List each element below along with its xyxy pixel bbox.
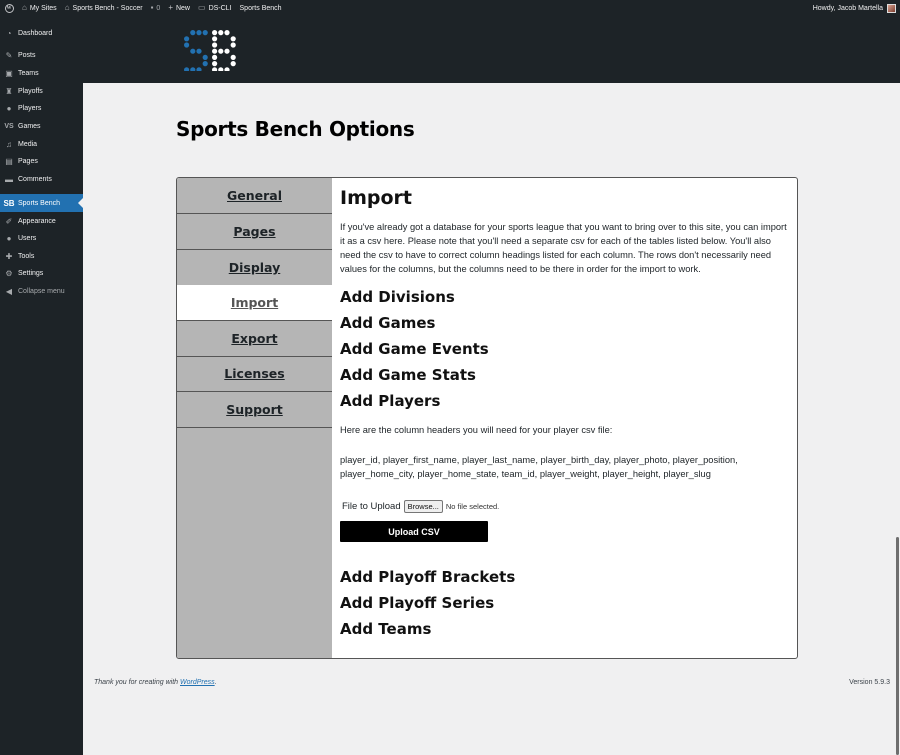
logo-dot: [196, 67, 201, 71]
logo-dot: [196, 30, 201, 35]
import-description: If you've already got a database for your sports league that you want to bring over to this site, you can import it as a csv here. Please note that you'll need a separate csv for each of the tables listed below. You'll also need the csv to have to correct column headings listed for each column. The rows don't necessarily need values for the columns, but the columns need to be there in order for the import to work.: [340, 222, 787, 275]
options-tabs: [177, 178, 332, 658]
my-account-link[interactable]: Howdy, Jacob Martella: [809, 0, 900, 16]
logo-dot: [203, 30, 208, 35]
vs-icon: VS: [4, 122, 14, 130]
add-playoff-series-heading: Add Playoff Series: [340, 594, 495, 612]
logo-dot: [231, 42, 236, 47]
sidebar-item-appearance[interactable]: ✐ Appearance: [0, 212, 83, 230]
add-games-heading: Add Games: [340, 314, 436, 332]
comment-icon: ▬: [5, 174, 13, 184]
sidebar-item-media[interactable]: ♫ Media: [0, 135, 83, 153]
collapse-menu-button[interactable]: ◀ Collapse menu: [0, 282, 83, 300]
logo-dot: [184, 42, 189, 47]
collapse-icon: ◀: [5, 286, 13, 296]
upload-csv-button[interactable]: Upload CSV: [340, 521, 488, 542]
home-icon: ⌂: [64, 3, 70, 12]
sports-bench-logo: [183, 27, 239, 71]
plugin-header: [83, 16, 900, 83]
trophy-icon: ♜: [5, 86, 13, 96]
logo-dot: [212, 67, 217, 71]
add-game-events-heading: Add Game Events: [340, 340, 489, 358]
tab-display[interactable]: Display: [177, 250, 332, 286]
sidebar-item-playoffs[interactable]: ♜ Playoffs: [0, 82, 83, 100]
logo-dot: [231, 61, 236, 66]
sidebar-item-players[interactable]: ● Players: [0, 99, 83, 117]
footer-version: Version 5.9.3: [849, 679, 890, 686]
sidebar-item-teams[interactable]: ▣ Teams: [0, 64, 83, 82]
avatar: [887, 4, 896, 13]
tab-licenses[interactable]: Licenses: [177, 356, 332, 392]
pages-icon: ▤: [5, 156, 13, 166]
admin-sidebar: [0, 16, 83, 755]
brush-icon: ✐: [5, 216, 13, 226]
logo-dot: [212, 61, 217, 66]
tab-general[interactable]: General: [177, 178, 332, 214]
ds-cli-link[interactable]: ▭ DS-CLI: [198, 3, 232, 12]
media-icon: ♫: [6, 139, 12, 149]
new-content-link[interactable]: + New: [168, 3, 190, 12]
pin-icon: ✎: [5, 50, 13, 60]
logo-dot: [212, 42, 217, 47]
logo-dot: [203, 55, 208, 60]
logo-dot: [231, 55, 236, 60]
players-columns-list: player_id, player_first_name, player_last_name, player_birth_day, player_photo, player_position, player_home_city, player_home_state, team_id, player_weight, player_height, player_slug: [340, 455, 738, 479]
page-title: Sports Bench Options: [176, 117, 415, 141]
tab-import[interactable]: Import: [177, 285, 332, 321]
wordpress-link[interactable]: WordPress: [180, 679, 215, 686]
sports-bench-link[interactable]: Sports Bench: [239, 4, 282, 12]
sidebar-item-posts[interactable]: ✎ Posts: [0, 46, 83, 64]
add-divisions-heading: Add Divisions: [340, 288, 455, 306]
users-icon: ●: [6, 233, 12, 243]
comments-link[interactable]: ▪ 0: [150, 3, 161, 12]
logo-dot: [190, 67, 195, 71]
my-sites-link[interactable]: ⌂ My Sites: [22, 3, 57, 12]
footer-thanks: Thank you for creating with WordPress.: [94, 679, 217, 686]
logo-dot: [224, 30, 229, 35]
file-to-upload-label: File to Upload: [342, 501, 401, 512]
no-file-selected-text: No file selected.: [445, 502, 500, 511]
players-columns-note: Here are the column headers you will need for your player csv file:: [340, 425, 613, 435]
dashboard-icon: ◔: [6, 28, 12, 38]
logo-dot: [231, 36, 236, 41]
add-game-stats-heading: Add Game Stats: [340, 366, 476, 384]
logo-dot: [218, 30, 223, 35]
teams-icon: ▣: [5, 68, 13, 78]
admin-bar: [0, 0, 900, 16]
tab-pages[interactable]: Pages: [177, 214, 332, 250]
logo-dot: [190, 30, 195, 35]
wordpress-logo-icon[interactable]: W: [6, 5, 12, 11]
logo-dot: [184, 36, 189, 41]
logo-dot: [196, 49, 201, 54]
import-heading: Import: [340, 187, 412, 209]
file-upload-row: [342, 500, 499, 513]
logo-dot: [212, 55, 217, 60]
logo-dot: [212, 30, 217, 35]
sidebar-item-sports-bench[interactable]: SB Sports Bench: [0, 194, 83, 212]
add-playoff-brackets-heading: Add Playoff Brackets: [340, 568, 516, 586]
sb-icon: SB: [3, 198, 15, 208]
terminal-icon: ▭: [198, 3, 206, 12]
options-panel: [176, 177, 798, 659]
browse-button[interactable]: Browse...: [404, 500, 443, 513]
scrollbar[interactable]: [896, 537, 899, 755]
logo-dot: [218, 49, 223, 54]
plus-icon: +: [168, 3, 173, 12]
tab-support[interactable]: Support: [177, 392, 332, 428]
comment-bubble-icon: ▪: [150, 3, 154, 12]
person-icon: ●: [6, 103, 12, 113]
my-sites-icon: ⌂: [22, 3, 27, 12]
logo-dot: [184, 67, 189, 71]
logo-dot: [212, 36, 217, 41]
sidebar-item-comments[interactable]: ▬ Comments: [0, 170, 83, 188]
logo-dot: [224, 67, 229, 71]
sidebar-item-settings[interactable]: ⚙ Settings: [0, 264, 83, 282]
site-name-link[interactable]: ⌂ Sports Bench - Soccer: [64, 3, 143, 12]
settings-icon: ⚙: [5, 268, 13, 278]
sidebar-item-users[interactable]: ● Users: [0, 229, 83, 247]
logo-dot: [218, 67, 223, 71]
sidebar-item-tools[interactable]: ✚ Tools: [0, 247, 83, 265]
wrench-icon: ✚: [5, 251, 13, 261]
sidebar-item-dashboard[interactable]: ◔ Dashboard: [0, 24, 83, 42]
sidebar-item-games[interactable]: VS Games: [0, 117, 83, 135]
logo-dot: [212, 49, 217, 54]
add-players-heading: Add Players: [340, 392, 441, 410]
tab-export[interactable]: Export: [177, 321, 332, 357]
logo-dot: [224, 49, 229, 54]
logo-dot: [190, 49, 195, 54]
add-teams-heading: Add Teams: [340, 620, 432, 638]
logo-dot: [203, 61, 208, 66]
sidebar-item-pages[interactable]: ▤ Pages: [0, 152, 83, 170]
